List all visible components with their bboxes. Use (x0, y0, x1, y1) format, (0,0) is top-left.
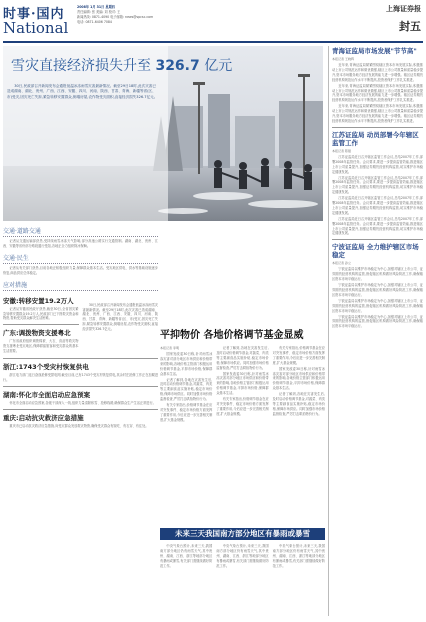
headline-prefix: 雪灾直接经济损失升至 (11, 58, 151, 74)
lead-story (3, 46, 323, 221)
headline-number: 326.7 (155, 58, 200, 74)
middle-article-title: 平抑物价 各地价格调节基金显威 (160, 330, 304, 341)
article-text: 记者了解到,各地在灾害发生后,及时启动价格调节基金,对蔬菜、肉类等主要副食品实施补贴,稳定市场价格,保障市场供应。同时加强市场价格监督检查,严厉打击哄抬物价行为。 国家发改委30日称,针对雨雪冰冻灾害对部分地区市场供应和价格带来的影响,各地价格主管部门积极运用价格调节基金,平抑市场价格,保障群众基本生活。 有关专家指出,价格调节基金在应对突发事件、稳定市场价格方面发挥了重要作用,今后应进一步完善相关制度,扩大基金规模。 (216, 346, 269, 416)
byline: 本报记者 陈强 (332, 148, 351, 153)
lead-body-text: 30日,民政部召开新闻发布会通报低温冰冻雨雪灾害最新情况。截至29日18时,此次灾害已造成湖南、湖北、贵州、广西、江西、安徽、四川、河南、陕西、甘肃、青海、新疆等省(区、市)受灾,因灾死亡失踪,紧急转移安置群众,倒塌房屋,农作物受灾面积,直接经济损失326.7亿元。 (7, 84, 158, 99)
headline-suffix: 亿元 (204, 58, 233, 74)
byline: 本报记者 王晓辉 (332, 57, 354, 61)
divider (332, 127, 423, 128)
traffic-text: 记者从交通运输部获悉,受持续雨雪冰冻天气影响,部分高速公路实行交通管制。湖南、湖北、贵州、江西、安徽等省份部分路段通行受阻,各地正全力组织除冰保畅。 (3, 239, 158, 248)
right-text: 近年来,青海证监局紧紧围绕辖区资本市场发展实际,积极推动上市公司规范运作和做优做强,辖区上市公司数量和质量稳步提升,资本市场服务地方经济发展的能力进一步增强。辖区证券期货经营机构规范运作水平不断提高,投资者保护工作扎实推进。 近年来,青海证监局紧紧围绕辖区资本市场发展实际,积极推动上市公司规范运作和做优做强,辖区上市公司数量和质量稳步提升,资本市场服务地方经济发展的能力进一步增强。辖区证券期货经营机构规范运作水平不断提高,投资者保护工作扎实推进。 近年来,青海证监局紧紧围绕辖区资本市场发展实际,积极推动上市公司规范运作和做优做强,辖区上市公司数量和质量稳步提升,资本市场服务地方经济发展的能力进一步增强。辖区证券期货经营机构规范运作水平不断提高,投资者保护工作扎实推进。 (332, 63, 423, 123)
brief-headline: 广东:调拨物资支援粤北 (3, 329, 71, 338)
section-label-measures: 应对措施 (3, 280, 158, 291)
right-headline-jiangsu: 江苏证监局 动员部署今年辖区监管工作 (332, 130, 419, 147)
brief-headline: 湖南:怀化市全面启动应急预案 (3, 390, 91, 399)
weather-article-title: 未来三天我国南方部分地区有暴雨或暴雪 (160, 528, 325, 540)
masthead (3, 3, 423, 43)
weather-article (160, 528, 325, 618)
article-text: 有关专家指出,价格调节基金在应对突发事件、稳定市场价格方面发挥了重要作用,今后应进一步完善相关制度,扩大基金规模。 国家发改委30日称,针对雨雪冰冻灾害对部分地区市场供应和价格带来的影响,各地价格主管部门积极运用价格调节基金,平抑市场价格,保障群众基本生活。 记者了解到,各地在灾害发生后,及时启动价格调节基金,对蔬菜、肉类等主要副食品实施补贴,稳定市场价格,保障市场供应。同时加强市场价格监督检查,严厉打击哄抬物价行为。 (272, 346, 325, 416)
weather-text: 中央气象台预计,未来三天,我国南方部分地区仍有雨雪天气,其中贵州、湖南、江西、浙江等地部分地区有暴雨或暴雪,有关部门需继续做好防范工作。 (272, 544, 325, 568)
right-text: 江苏证监局近日召开辖区监管工作会议,总结2007年工作,部署2008年监管任务。会议要求,要进一步提高监管效能,推进辖区上市公司质量提升,加强证券期货经营机构监管,切实维护市场稳定健康发展。 江苏证监局近日召开辖区监管工作会议,总结2007年工作,部署2008年监管任务。会议要求,要进一步提高监管效能,推进辖区上市公司质量提升,加强证券期货经营机构监管,切实维护市场稳定健康发展。 江苏证监局近日召开辖区监管工作会议,总结2007年工作,部署2008年监管任务。会议要求,要进一步提高监管效能,推进辖区上市公司质量提升,加强证券期货经营机构监管,切实维护市场稳定健康发展。 江苏证监局近日召开辖区监管工作会议,总结2007年工作,部署2008年监管任务。会议要求,要进一步提高监管效能,推进辖区上市公司质量提升,加强证券期货经营机构监管,切实维护市场稳定健康发展。 (332, 154, 423, 236)
brief-headline: 重庆:启动抗灾救济应急措施 (3, 413, 84, 422)
article-text: 国家发改委30日称,针对雨雪冰冻灾害对部分地区市场供应和价格带来的影响,各地价格主管部门积极运用价格调节基金,平抑市场价格,保障群众基本生活。 记者了解到,各地在灾害发生后,及时启动价格调节基金,对蔬菜、肉类等主要副食品实施补贴,稳定市场价格,保障市场供应。同时加强市场价格监督检查,严厉打击哄抬物价行为。 有关专家指出,价格调节基金在应对突发事件、稳定市场价格方面发挥了重要作用,今后应进一步完善相关制度,扩大基金规模。 (160, 352, 213, 422)
phone-line: 电话: 0871-6406 7084 (77, 20, 112, 24)
weather-article-columns (160, 544, 325, 570)
editor-line: 责任编辑: 张 美编: 刘 校对: 王 (77, 10, 121, 14)
page-number: 封五 (399, 20, 421, 33)
divider (3, 386, 158, 387)
contact-line: 新闻热线: 0871-4090 电子邮箱: news@spcsc.com (77, 15, 154, 19)
section-title-en: National (3, 19, 69, 37)
section-label-livelihood: 交通·民生 (3, 253, 158, 264)
issue-date: 2008年 1月 31日 星期四 (77, 5, 115, 9)
byline: 本报记者 孙立 (332, 261, 351, 266)
brief-text: 重庆市已启动抗灾救济应急措施,向受灾群众发放救灾物资,确保受灾群众有饭吃、有衣穿、有住处。 (9, 423, 149, 428)
right-column (328, 46, 423, 616)
brief-text: 怀化市全面启动应急预案,各级干部深入一线,组织力量清除积雪、抢修线路,确保群众生产生活正常进行。 (9, 400, 156, 405)
brief-text: 记者从安徽省民政厅获悉,截至30日,全省因灾紧急转移安置群众19.2万人,民政部门已下拨救灾资金和物资,帮助受灾群众解决生活困难。 (3, 306, 79, 321)
divider (3, 324, 79, 325)
right-headline-ningbo: 宁波证监局 全力维护辖区市场稳定 (332, 243, 419, 260)
brief-text: 30日,民政部召开新闻发布会通报低温冰冻雨雪灾害最新情况。截至29日18时,此次灾害已造成湖南、湖北、贵州、广西、江西、安徽、四川、河南、陕西、甘肃、青海、新疆等省(区、市)受灾,因灾死亡失踪,紧急转移安置群众,倒塌房屋,农作物受灾面积,直接经济损失326.7亿元。 (82, 302, 158, 332)
section-label-traffic: 交通·道路交通 (3, 226, 158, 237)
right-headline-qinghai: 青海证监局市场发展"节节高" (332, 47, 417, 55)
divider (332, 239, 423, 240)
weather-text: 中央气象台预计,未来三天,我国南方部分地区仍有雨雪天气,其中贵州、湖南、江西、浙江等地部分地区有暴雨或暴雪,有关部门需继续做好防范工作。 (160, 544, 213, 568)
brief-text: 浙江电力部门连日奋战抢修受损电网,截至目前,已有1743个受灾村恢复供电,其余村庄抢修工作正在加紧进行。 (3, 373, 158, 382)
livelihood-text: 记者从有关部门获悉,目前各地正积极组织力量,保障群众基本生活。受灾地区供电、供水等基础设施逐步恢复,商品供应总体稳定。 (3, 265, 158, 275)
divider (3, 409, 158, 410)
brief-text: 广东省政府组织调拨棉被、大衣、食品等救灾物资支援粤北受灾地区,保障滞留旅客和受灾群众的基本生活需要。 (3, 339, 79, 354)
masthead-meta (77, 5, 237, 25)
middle-article-columns (160, 346, 325, 424)
brief-headline: 安徽:转移安置19.2万人 (3, 296, 74, 305)
newspaper-name: 上海证券报 (386, 4, 421, 13)
section-title-cn: 时事·国内 (3, 7, 65, 22)
measures-columns (3, 293, 158, 355)
middle-article (160, 326, 325, 424)
brief-headline: 浙江:1743个受灾村恢复供电 (3, 363, 89, 372)
lead-headline (11, 55, 232, 75)
weather-text: 中央气象台预计,未来三天,我国南方部分地区仍有雨雪天气,其中贵州、湖南、江西、浙江等地部分地区有暴雨或暴雪,有关部门需继续做好防范工作。 (216, 544, 269, 568)
divider (3, 358, 158, 359)
right-text: 宁波证监局以维护市场稳定为中心,加强对辖区上市公司、证券期货经营机构的监管,督促辖区机构做好风险防范工作,确保辖区资本市场平稳运行。 宁波证监局以维护市场稳定为中心,加强对辖区上市公司、证券期货经营机构的监管,督促辖区机构做好风险防范工作,确保辖区资本市场平稳运行。 宁波证监局以维护市场稳定为中心,加强对辖区上市公司、证券期货经营机构的监管,督促辖区机构做好风险防范工作,确保辖区资本市场平稳运行。 宁波证监局以维护市场稳定为中心,加强对辖区上市公司、证券期货经营机构的监管,督促辖区机构做好风险防范工作,确保辖区资本市场平稳运行。 (332, 267, 423, 329)
byline: 本报记者 李明 (160, 346, 179, 350)
left-column (3, 226, 158, 430)
